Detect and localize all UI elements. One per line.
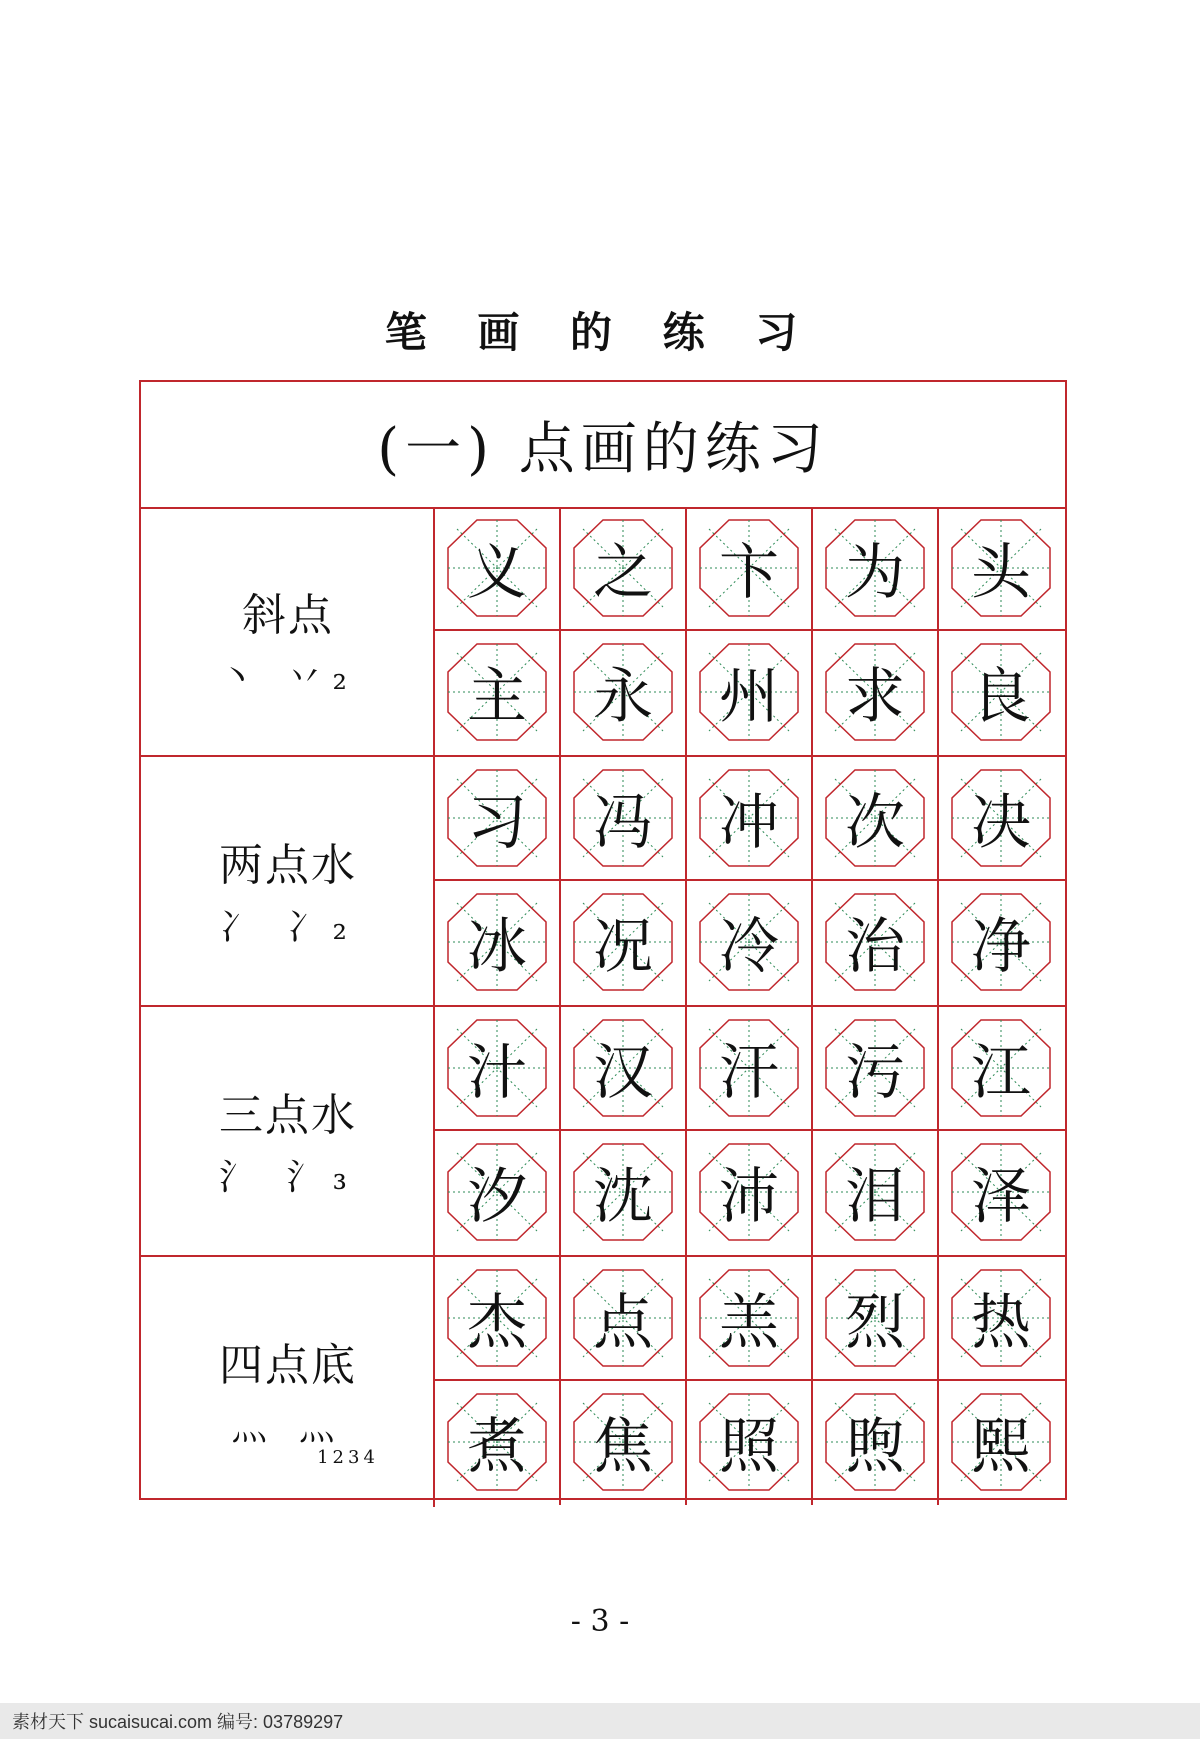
practice-cell: [561, 757, 687, 881]
watermark-text: 素材天下 sucaisucai.com 编号: 03789297: [12, 1712, 344, 1732]
practice-cell: [561, 507, 687, 631]
practice-character: 义: [467, 538, 527, 608]
practice-cell: [561, 1131, 687, 1255]
practice-cell: [939, 881, 1065, 1005]
stroke-section: [141, 757, 1065, 1007]
watermark-bar: [0, 1703, 1200, 1739]
stroke-order-numbers: 1234: [317, 1447, 379, 1468]
practice-character: 熙: [971, 1412, 1031, 1482]
practice-cell: [435, 1257, 561, 1381]
practice-character: 州: [719, 662, 779, 732]
practice-sheet: [139, 380, 1067, 1500]
practice-character: 卞: [719, 538, 779, 608]
practice-character: 习: [467, 788, 527, 858]
practice-cell: [939, 631, 1065, 755]
practice-character: 次: [845, 788, 905, 858]
practice-character: 煮: [467, 1412, 527, 1482]
page-title: 笔 画 的 练 习: [384, 308, 816, 357]
practice-cell: [813, 1257, 939, 1381]
practice-character: 泪: [845, 1162, 905, 1232]
practice-character: 为: [845, 538, 905, 608]
stroke-name: 四点底: [219, 1340, 357, 1391]
stroke-name: 两点水: [219, 840, 357, 891]
practice-cell: [687, 757, 813, 881]
practice-cell: [687, 1257, 813, 1381]
practice-character: 杰: [467, 1288, 527, 1358]
practice-character: 之: [593, 538, 653, 608]
practice-character: 头: [971, 538, 1031, 608]
practice-character: 主: [467, 662, 527, 732]
practice-cell: [687, 1381, 813, 1505]
practice-character: 永: [593, 662, 653, 732]
practice-character: 沛: [719, 1162, 779, 1232]
stroke-sample: 灬 灬: [231, 1407, 345, 1448]
practice-character: 焦: [593, 1412, 653, 1482]
practice-cell: [813, 631, 939, 755]
stroke-name: 三点水: [219, 1090, 357, 1141]
practice-cell: [813, 1381, 939, 1505]
practice-cell: [687, 631, 813, 755]
sheet-heading: (一) 点画的练习: [141, 382, 1065, 509]
practice-character: 汐: [467, 1162, 527, 1232]
practice-cell: [939, 1131, 1065, 1255]
practice-character: 冷: [719, 912, 779, 982]
practice-character: 况: [593, 912, 653, 982]
practice-cell: [435, 881, 561, 1005]
practice-cell: [939, 507, 1065, 631]
character-grid: [435, 507, 1065, 755]
character-grid: [435, 757, 1065, 1005]
practice-character: 照: [719, 1412, 779, 1482]
practice-character: 冯: [593, 788, 653, 858]
practice-character: 烈: [845, 1288, 905, 1358]
practice-cell: [561, 881, 687, 1005]
practice-cell: [561, 1381, 687, 1505]
practice-cell: [435, 1131, 561, 1255]
practice-cell: [687, 881, 813, 1005]
page-number: - 3 -: [570, 1604, 630, 1639]
section-label: [141, 507, 435, 755]
stroke-section: [141, 1007, 1065, 1257]
practice-cell: [435, 631, 561, 755]
practice-character: 污: [845, 1038, 905, 1108]
practice-cell: [687, 1131, 813, 1255]
practice-character: 求: [845, 662, 905, 732]
practice-cell: [561, 631, 687, 755]
stroke-name: 斜点: [242, 590, 334, 641]
practice-cell: [435, 757, 561, 881]
character-grid: [435, 1257, 1065, 1505]
character-grid: [435, 1007, 1065, 1255]
practice-cell: [561, 1257, 687, 1381]
practice-character: 江: [971, 1038, 1031, 1108]
section-label: [141, 1007, 435, 1255]
stroke-sample: 氵 氵₃: [219, 1157, 357, 1198]
practice-character: 冰: [467, 912, 527, 982]
stroke-section: [141, 507, 1065, 757]
practice-cell: [813, 507, 939, 631]
practice-cell: [939, 1257, 1065, 1381]
practice-character: 羔: [719, 1288, 779, 1358]
practice-character: 良: [971, 662, 1031, 732]
practice-character: 汉: [593, 1038, 653, 1108]
practice-character: 治: [845, 912, 905, 982]
practice-character: 净: [971, 912, 1031, 982]
practice-character: 煦: [845, 1412, 905, 1482]
stroke-section: [141, 1257, 1065, 1507]
practice-cell: [561, 1007, 687, 1131]
practice-character: 点: [593, 1288, 653, 1358]
practice-character: 汗: [719, 1038, 779, 1108]
practice-cell: [435, 507, 561, 631]
practice-cell: [939, 1007, 1065, 1131]
practice-character: 汁: [467, 1038, 527, 1108]
stroke-sample: 冫 冫₂: [219, 907, 357, 948]
practice-cell: [687, 1007, 813, 1131]
stroke-sample: 丶 丷₂: [219, 657, 357, 698]
practice-cell: [435, 1381, 561, 1505]
practice-cell: [939, 757, 1065, 881]
practice-character: 决: [971, 788, 1031, 858]
practice-cell: [813, 881, 939, 1005]
practice-cell: [813, 757, 939, 881]
practice-cell: [813, 1007, 939, 1131]
practice-cell: [813, 1131, 939, 1255]
section-label: [141, 757, 435, 1005]
practice-character: 泽: [971, 1162, 1031, 1232]
practice-cell: [939, 1381, 1065, 1505]
practice-character: 冲: [719, 788, 779, 858]
practice-character: 热: [971, 1288, 1031, 1358]
practice-character: 沈: [593, 1162, 653, 1232]
section-label: [141, 1257, 435, 1507]
practice-cell: [435, 1007, 561, 1131]
practice-cell: [687, 507, 813, 631]
